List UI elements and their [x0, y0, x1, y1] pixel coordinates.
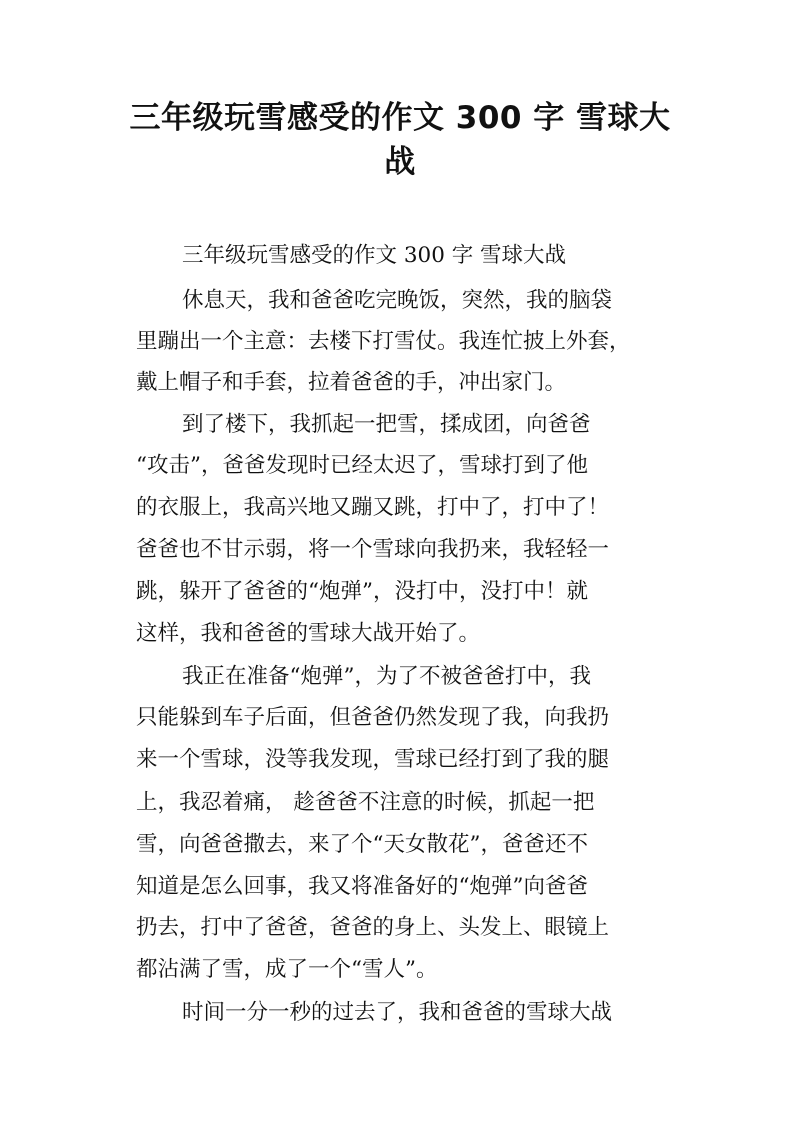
paragraph-line: 时间一分一秒的过去了，我和爸爸的雪球大战: [182, 1000, 613, 1025]
paragraph-line: 雪，向爸爸撒去，来了个“天女散花”，爸爸还不: [136, 832, 588, 857]
paragraph-line: 只能躲到车子后面，但爸爸仍然发现了我，向我扔: [136, 705, 610, 730]
paragraph-line: 跳，躲开了爸爸的“炮弹”，没打中，没打中！就: [136, 579, 588, 604]
paragraph-line: “攻击”，爸爸发现时已经太迟了，雪球打到了他: [136, 453, 588, 478]
document-title: 三年级玩雪感受的作文 300 字 雪球大战: [129, 100, 671, 180]
paragraph-line: 都沾满了雪，成了一个“雪人”。: [136, 957, 438, 982]
paragraph-line: 休息天，我和爸爸吃完晚饭，突然，我的脑袋: [182, 288, 613, 313]
paragraph-line: 知道是怎么回事，我又将准备好的“炮弹”向爸爸: [136, 874, 588, 899]
paragraph-line: 戴上帽子和手套，拉着爸爸的手，冲出家门。: [136, 370, 567, 395]
paragraph-line: 来一个雪球，没等我发现，雪球已经打到了我的腿: [136, 747, 610, 772]
paragraph-line: 扔去，打中了爸爸，爸爸的身上、头发上、眼镜上: [136, 915, 610, 940]
paragraph-line: 这样，我和爸爸的雪球大战开始了。: [136, 621, 481, 646]
paragraph-line: 的衣服上，我高兴地又蹦又跳，打中了，打中了！: [136, 495, 610, 520]
paragraph-line: 三年级玩雪感受的作文 300 字 雪球大战: [182, 243, 567, 268]
paragraph-line: 到了楼下，我抓起一把雪，揉成团，向爸爸: [182, 412, 591, 437]
paragraph-line: 爸爸也不甘示弱，将一个雪球向我扔来，我轻轻一: [136, 537, 610, 562]
paragraph-line: 上，我忍着痛， 趁爸爸不注意的时候，抓起一把: [136, 790, 595, 815]
paragraph-line: 我正在准备“炮弹”，为了不被爸爸打中，我: [182, 664, 591, 689]
paragraph-line: 里蹦出一个主意：去楼下打雪仗。我连忙披上外套，: [136, 329, 631, 354]
